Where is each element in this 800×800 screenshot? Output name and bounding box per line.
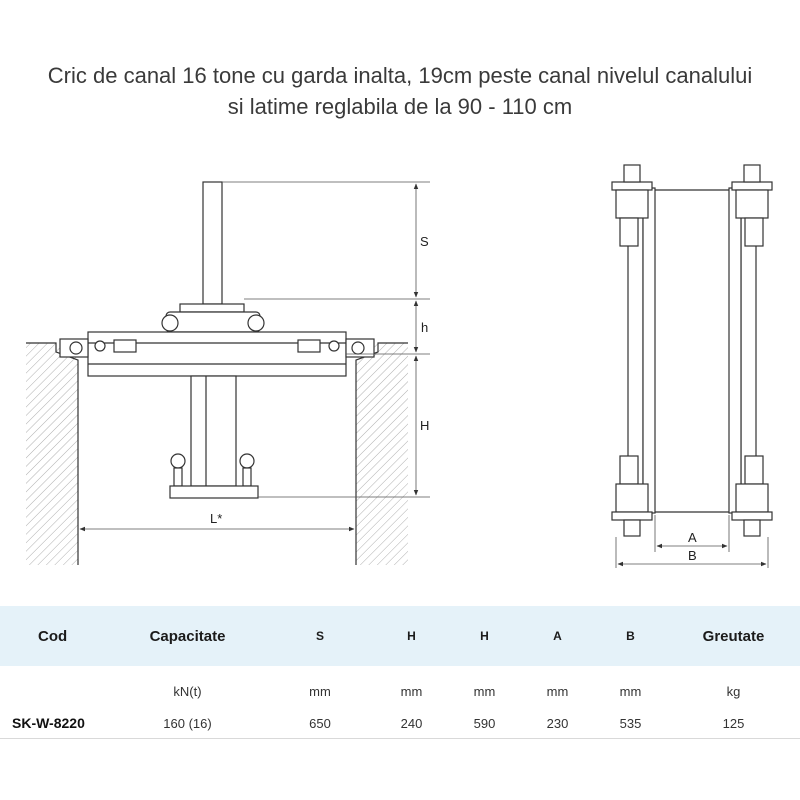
lower-cylinder [191, 376, 236, 486]
inner-plate-right [729, 188, 741, 513]
unit-cell: kg [726, 683, 741, 699]
unit-cell: mm [473, 683, 496, 699]
beam-slot-left [114, 340, 136, 352]
table-row [0, 708, 800, 739]
top-ram [203, 182, 222, 304]
pump-handle-left [171, 454, 185, 486]
pit-wall-left [26, 343, 78, 565]
value-cell: 240 [375, 708, 448, 739]
top-view [612, 165, 772, 536]
pit-wall-right [356, 343, 408, 565]
value-cell: 160 (16) [110, 708, 265, 739]
unit-cell: mm [546, 683, 569, 699]
title-line-1: Cric de canal 16 tone cu garda inalta, 19cm peste canal nivelul canalului [47, 63, 753, 88]
spec-header-row [0, 606, 800, 666]
main-beam [88, 332, 346, 376]
value-cell: 650 [265, 708, 375, 739]
value-cell: 230 [521, 708, 594, 739]
roller-right [248, 315, 264, 331]
col-header-cod: Cod [0, 606, 110, 666]
dim-label-a: A [688, 530, 697, 545]
units-row [0, 666, 800, 708]
value-cell: 535 [594, 708, 667, 739]
roller-left [162, 315, 178, 331]
unit-cell [0, 666, 110, 708]
dim-label-s: S [420, 234, 429, 249]
dim-label-b: B [688, 548, 697, 563]
value-cell: 590 [448, 708, 521, 739]
col-header-s: S [265, 606, 375, 666]
spec-table [0, 606, 800, 739]
unit-cell: mm [309, 683, 331, 699]
col-header-a: A [521, 606, 594, 666]
col-header-h-large: H [448, 606, 521, 666]
title-line-2: si latime reglabila de la 90 - 110 cm [227, 94, 573, 119]
unit-cell: mm [400, 683, 423, 699]
saddle-plate [180, 304, 244, 312]
col-header-b: B [594, 606, 667, 666]
unit-cell: mm [619, 683, 642, 699]
col-header-capacitate: Capacitate [110, 606, 265, 666]
value-cell: 125 [667, 708, 800, 739]
product-code: SK-W-8220 [0, 708, 110, 739]
dim-label-h-small: h [421, 320, 429, 335]
base-plate [170, 486, 258, 498]
beam-slot-right [298, 340, 320, 352]
pump-handle-right [240, 454, 254, 486]
col-header-h: H [375, 606, 448, 666]
roller-frame [166, 312, 260, 332]
side-view [26, 182, 408, 565]
dim-label-h-large: H [420, 418, 430, 433]
unit-cell: kN(t) [173, 683, 202, 699]
dim-label-l: L* [210, 511, 223, 526]
col-header-greutate: Greutate [667, 606, 800, 666]
inner-plate-left [643, 188, 655, 513]
